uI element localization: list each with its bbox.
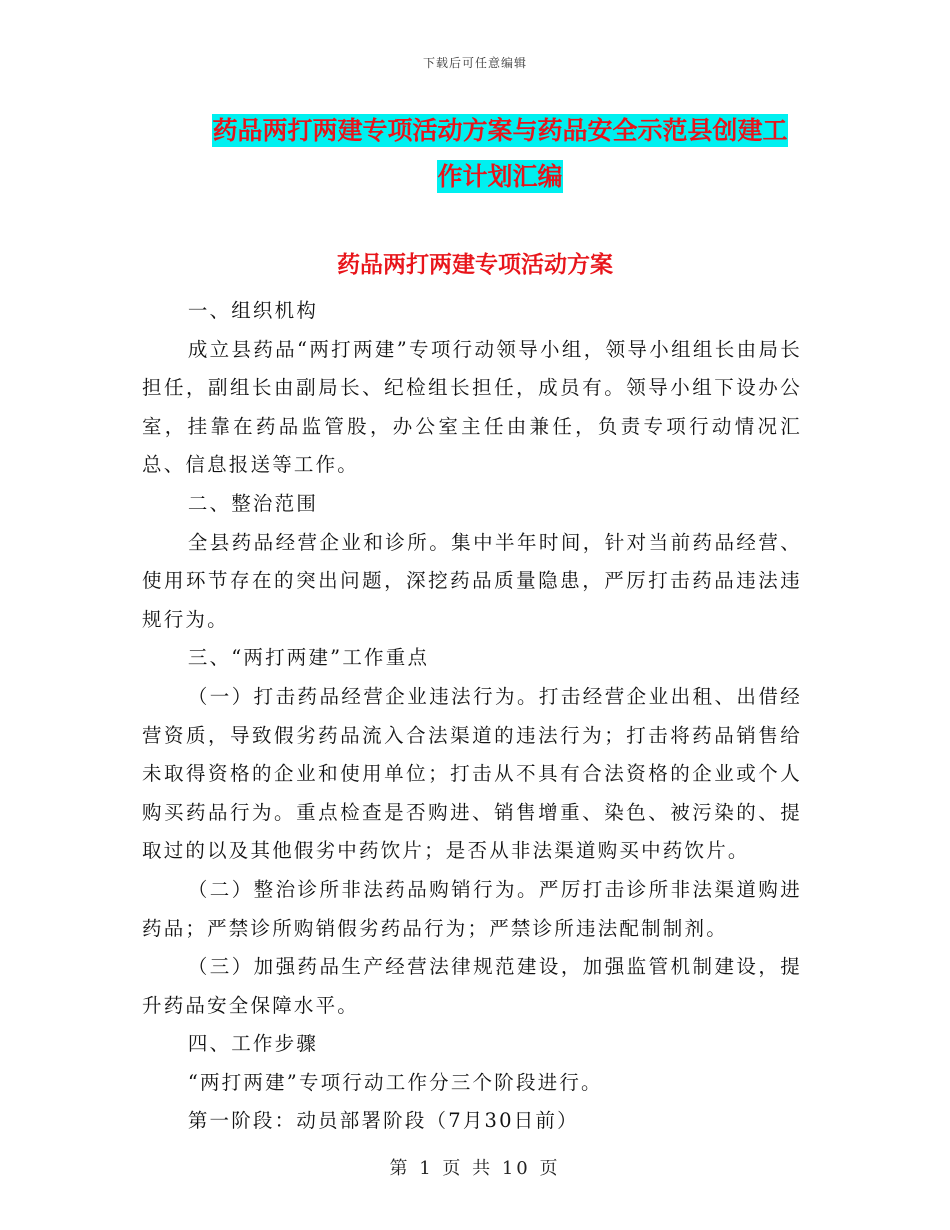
main-title-line-2: 作计划汇编 (437, 162, 563, 191)
page-footer: 第 1 页 共 10 页 (389, 1158, 561, 1179)
paragraph: 成立县药品“两打两建”专项行动领导小组，领导小组组长由局长担任，副组长由副局长、纪检组长担任，成员有。领导小组下设办公室，挂靠在药品监管股，办公室主任由兼任，负责专项行动情况汇总、信息报送等工作。 (142, 337, 802, 477)
paragraph: （三）加强药品生产经营法律规范建设，加强监管机制建设，提升药品安全保障水平。 (142, 955, 802, 1017)
header-note: 下载后可任意编辑 (422, 56, 527, 70)
paragraph: 全县药品经营企业和诊所。集中半年时间，针对当前药品经营、使用环节存在的突出问题，深挖药品质量隐患，严厉打击药品违法违规行为。 (142, 530, 802, 631)
paragraph: “两打两建”专项行动工作分三个阶段进行。 (187, 1070, 603, 1094)
main-title (190, 108, 810, 200)
body-text (142, 292, 802, 1141)
paragraph: （一）打击药品经营企业违法行为。打击经营企业出租、出借经营资质，导致假劣药品流入合法渠道的违法行为；打击将药品销售给未取得资格的企业和使用单位；打击从不具有合法资格的企业或个人购买药品行为。重点检查是否购进、销售增重、染色、被污染的、提取过的以及其他假劣中药饮片；是否从非法渠道购买中药饮片。 (142, 684, 802, 863)
paragraph: （二）整治诊所非法药品购销行为。严厉打击诊所非法渠道购进药品；严禁诊所购销假劣药品行为；严禁诊所违法配制制剂。 (142, 877, 802, 940)
main-title-line-1: 药品两打两建专项活动方案与药品安全示范县创建工 (212, 116, 788, 145)
paragraph-heading-steps: 四、工作步骤 (187, 1032, 319, 1056)
paragraph-heading-focus: 三、“两打两建”工作重点 (187, 646, 430, 670)
paragraph: 第一阶段：动员部署阶段（7月30日前） (187, 1109, 579, 1133)
section-title: 药品两打两建专项活动方案 (337, 252, 613, 278)
paragraph-heading-scope: 二、整治范围 (187, 491, 319, 515)
paragraph-heading-organization: 一、组织机构 (187, 299, 319, 322)
